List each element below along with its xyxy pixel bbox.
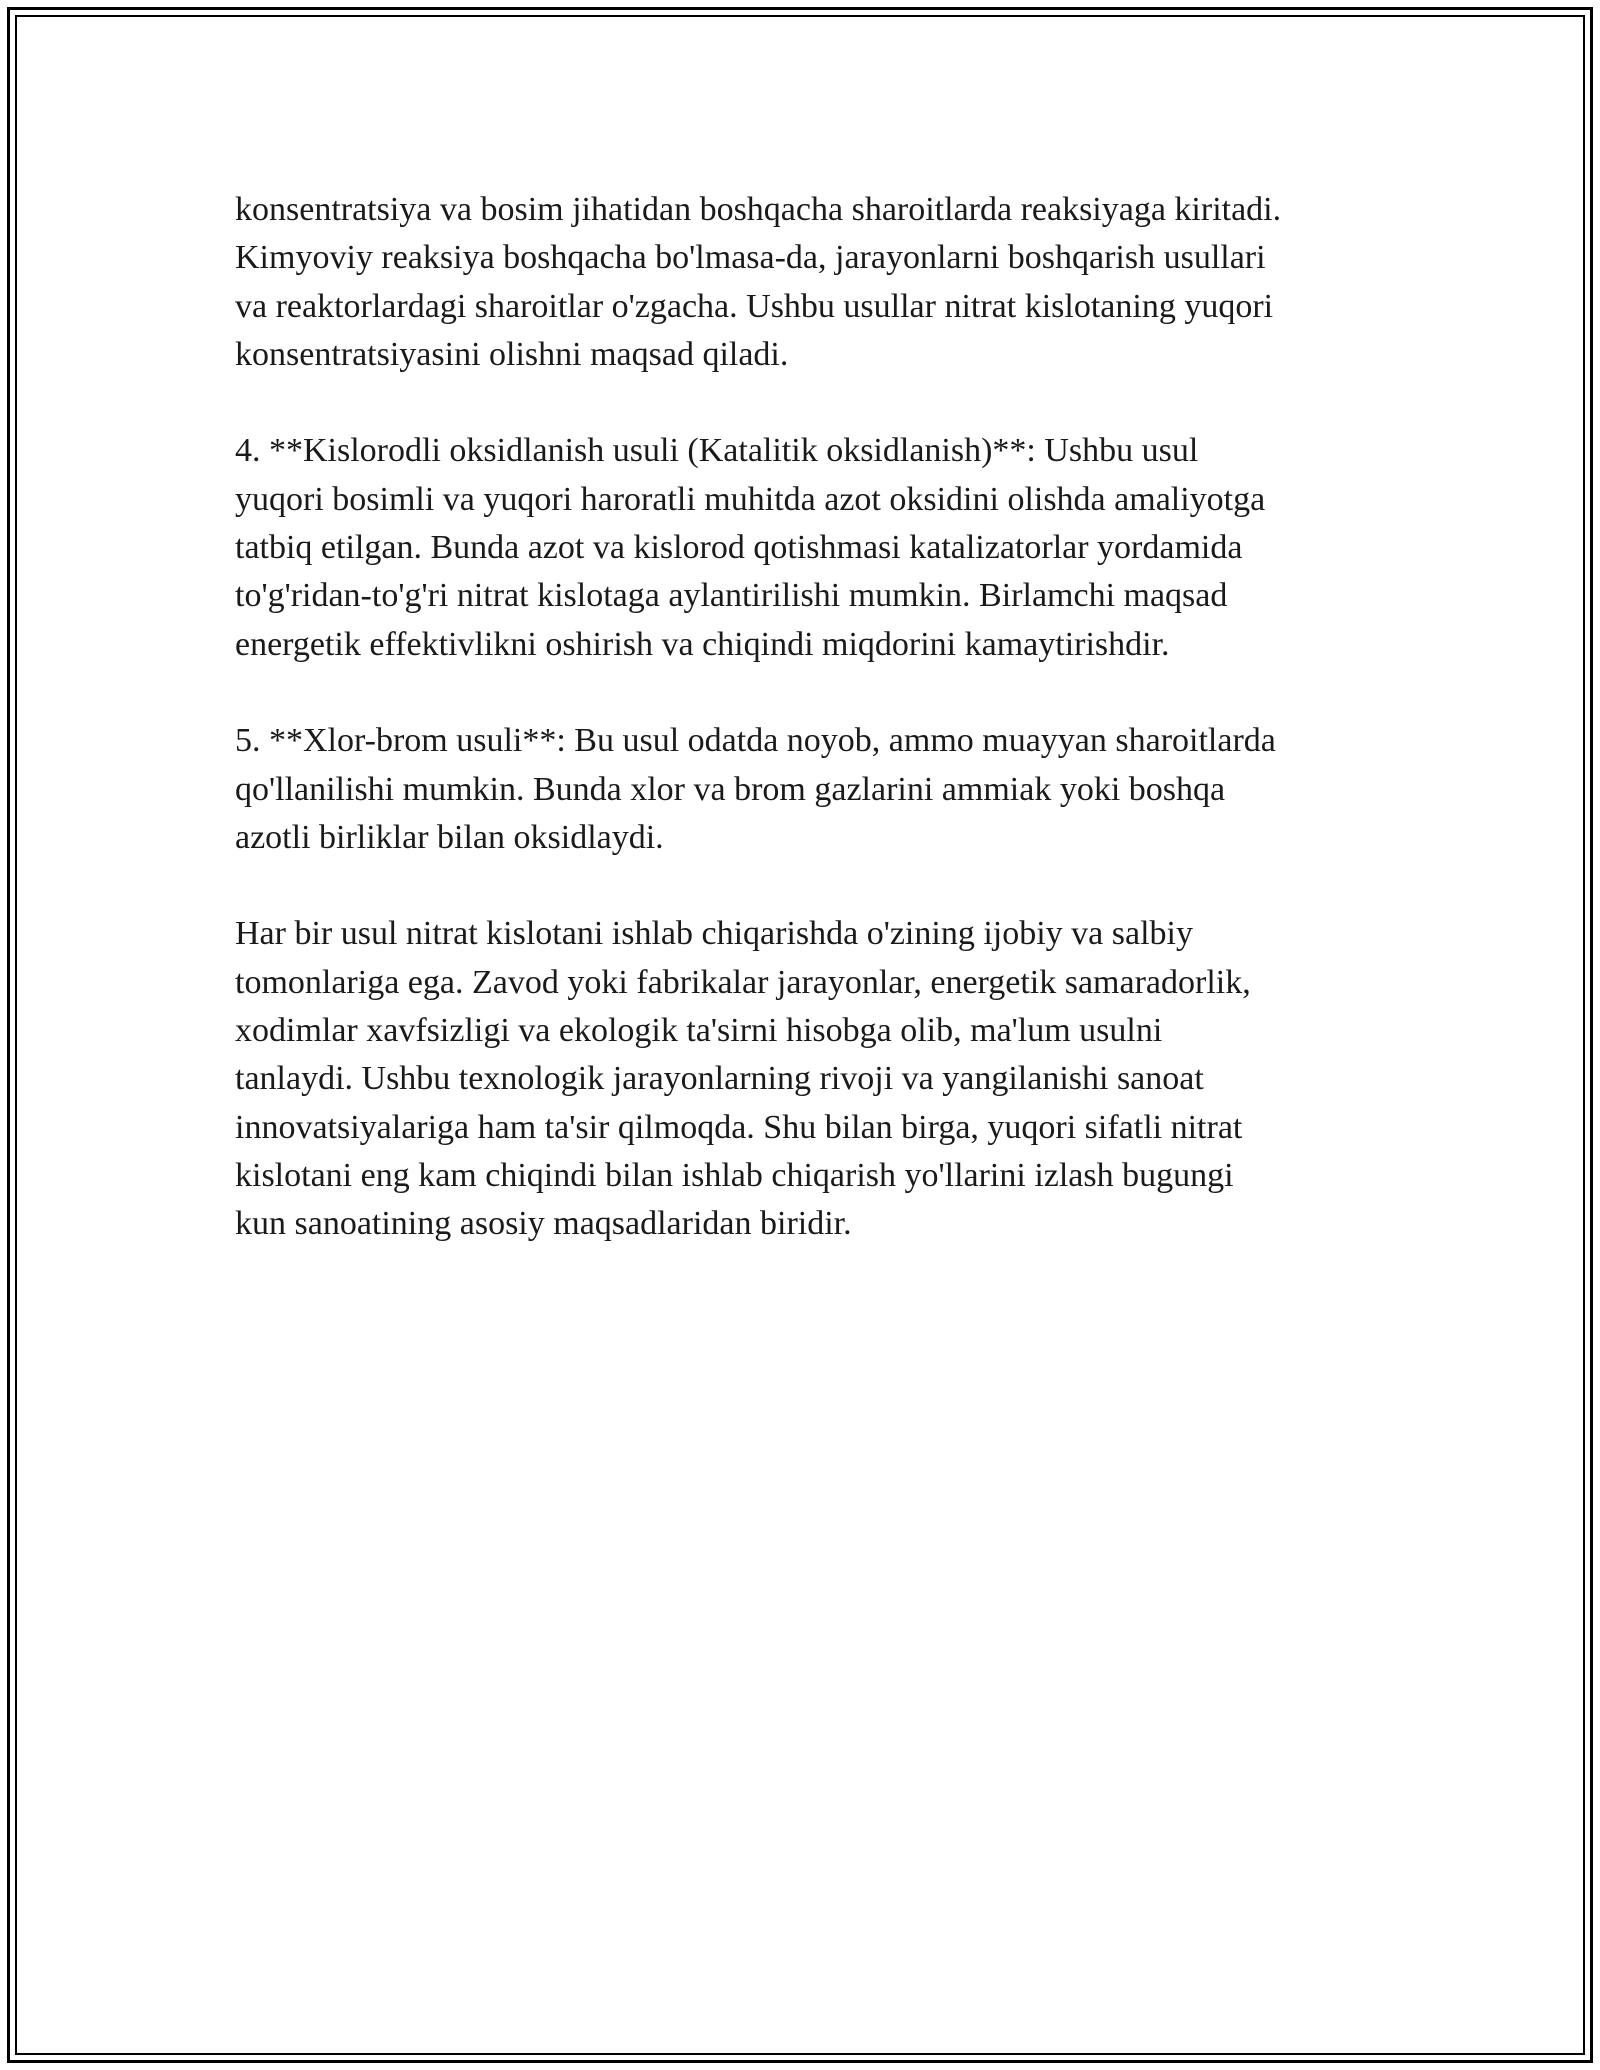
paragraph-konsentratsiya: konsentratsiya va bosim jihatidan boshqacha sharoitlarda reaksiyaga kiritadi. Kimyoviy reaksiya boshqacha bo'lmasa-da, jarayonlarni boshqarish usullari va reaktorlardagi sharoitlar o'zgacha. Ushbu usullar nitrat kislotaning yuqori konsentratsiyasini olishni maqsad qiladi. [235, 191, 1282, 373]
paragraph-kislorodli-oksidlanish: 4. **Kislorodli oksidlanish usuli (Katalitik oksidlanish)**: Ushbu usul yuqori bosimli va yuqori haroratli muhitda azot oksidini olishda amaliyotga tatbiq etilgan. Bunda azot va kislorod qotishmasi katalizatorlar yordamida to'g'ridan-to'g'ri nitrat kislotaga aylantirilishi mumkin. Birlamchi maqsad energetik effektivlikni oshirish va chiqindi miqdorini kamaytirishdir. [235, 432, 1266, 663]
document-body [235, 186, 1375, 1249]
paragraph-conclusion: Har bir usul nitrat kislotani ishlab chiqarishda o'zining ijobiy va salbiy tomonlariga ega. Zavod yoki fabrikalar jarayonlar, energetik samaradorlik, xodimlar xavfsizligi va ekologik ta'sirni hisobga olib, ma'lum usulni tanlaydi. Ushbu texnologik jarayonlarning rivoji va yangilanishi sanoat innovatsiyalariga ham ta'sir qilmoqda. Shu bilan birga, yuqori sifatli nitrat kislotani eng kam chiqindi bilan ishlab chiqarish yo'llarini izlash bugungi kun sanoatining asosiy maqsadlaridan biridir. [235, 915, 1251, 1243]
paragraph-xlor-brom: 5. **Xlor-brom usuli**: Bu usul odatda noyob, ammo muayyan sharoitlarda qo'llanilishi mumkin. Bunda xlor va brom gazlarini ammiak yoki boshqa azotli birliklar bilan oksidlaydi. [235, 722, 1276, 856]
